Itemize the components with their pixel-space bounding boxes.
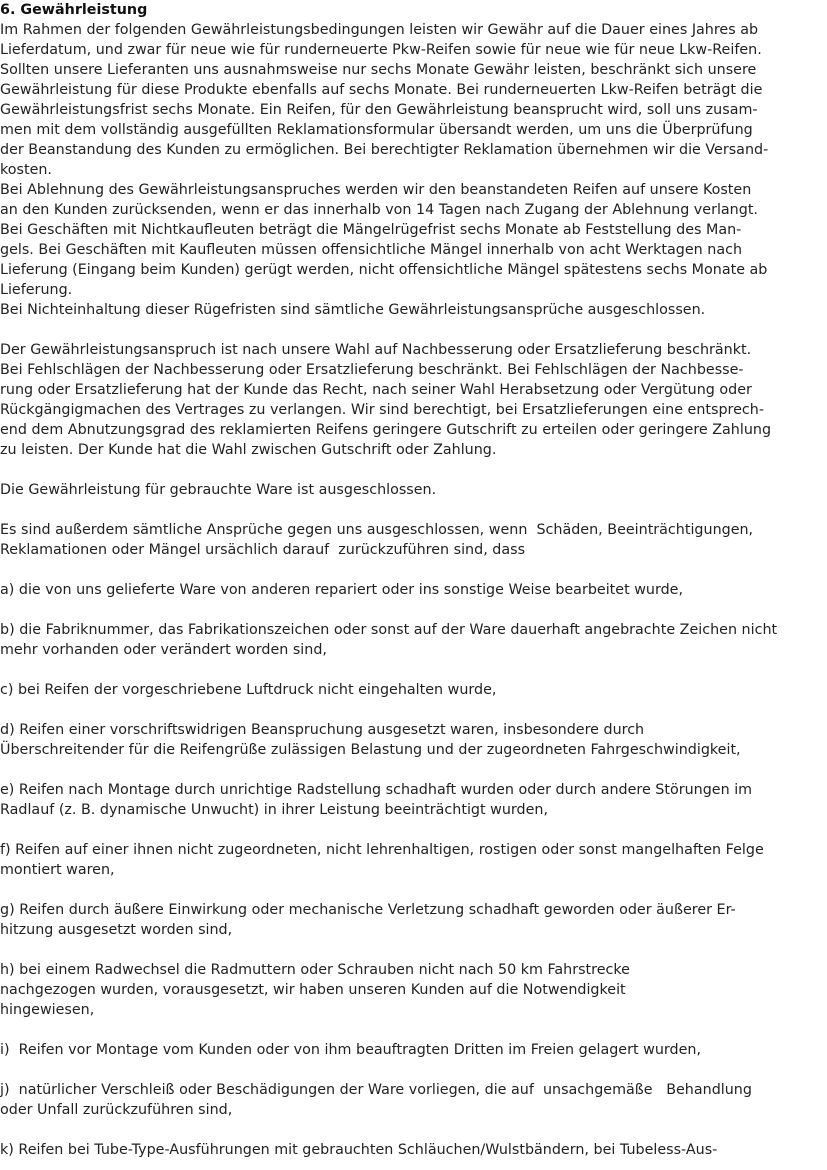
text-line: Gewährleistung für diese Produkte ebenfalls auf sechs Monate. Bei runderneuerten Lkw-Reifen beträgt die xyxy=(0,82,763,98)
text-line: nachgezogen wurden, vorausgesetzt, wir haben unseren Kunden auf die Notwendigkeit xyxy=(0,982,626,998)
text-line: g) Reifen durch äußere Einwirkung oder mechanische Verletzung schadhaft geworden oder äußerer Er- xyxy=(0,902,736,918)
text-line: Im Rahmen der folgenden Gewährleistungsbedingungen leisten wir Gewähr auf die Dauer eines Jahres ab xyxy=(0,22,759,38)
text-line: Überschreitender für die Reifengrüße zulässigen Belastung und der zugeordneten Fahrgeschwindigkeit, xyxy=(0,742,741,758)
text-line: Der Gewährleistungsanspruch ist nach unsere Wahl auf Nachbesserung oder Ersatzlieferung beschränkt. xyxy=(0,342,752,358)
text-line: a) die von uns gelieferte Ware von anderen repariert oder ins sonstige Weise bearbeitet wurde, xyxy=(0,582,684,598)
text-line: zu leisten. Der Kunde hat die Wahl zwischen Gutschrift oder Zahlung. xyxy=(0,442,497,458)
text-line: Rückgängigmachen des Vertrages zu verlangen. Wir sind berechtigt, bei Ersatzlieferungen eine entsprech- xyxy=(0,402,764,418)
text-line: Reklamationen oder Mängel ursächlich darauf zurückzuführen sind, dass xyxy=(0,542,526,558)
text-line: der Beanstandung des Kunden zu ermöglichen. Bei berechtigter Reklamation übernehmen wir die Versand- xyxy=(0,142,769,158)
text-line: j) natürlicher Verschleiß oder Beschädigungen der Ware vorliegen, die auf unsachgemäße Behandlung xyxy=(0,1082,752,1098)
text-line: Lieferung (Eingang beim Kunden) gerügt werden, nicht offensichtliche Mängel spätestens sechs Monate ab xyxy=(0,262,768,278)
text-line: i) Reifen vor Montage vom Kunden oder von ihm beauftragten Dritten im Freien gelagert wurden, xyxy=(0,1042,701,1058)
text-line: e) Reifen nach Montage durch unrichtige Radstellung schadhaft wurden oder durch andere Störungen im xyxy=(0,782,753,798)
text-line: rung oder Ersatzlieferung hat der Kunde das Recht, nach seiner Wahl Herabsetzung oder Vergütung oder xyxy=(0,382,752,398)
text-line: hitzung ausgesetzt worden sind, xyxy=(0,922,233,938)
text-line: an den Kunden zurücksenden, wenn er das innerhalb von 14 Tagen nach Zugang der Ablehnung verlangt. xyxy=(0,202,758,218)
text-line: Radlauf (z. B. dynamische Unwucht) in ihrer Leistung beeinträchtigt wurden, xyxy=(0,802,548,818)
text-line: end dem Abnutzungsgrad des reklamierten Reifens geringere Gutschrift zu erteilen oder geringere Zahlung xyxy=(0,422,772,438)
text-line: kosten. xyxy=(0,162,52,178)
text-line: b) die Fabriknummer, das Fabrikationszeichen oder sonst auf der Ware dauerhaft angebrachte Zeichen nicht xyxy=(0,622,778,638)
text-line: Lieferdatum, und zwar für neue wie für runderneuerte Pkw-Reifen sowie für neue wie für neue Lkw-Reifen. xyxy=(0,42,762,58)
text-line: mehr vorhanden oder verändert worden sind, xyxy=(0,642,327,658)
text-line: hingewiesen, xyxy=(0,1002,95,1018)
text-line: c) bei Reifen der vorgeschriebene Luftdruck nicht eingehalten wurde, xyxy=(0,682,497,698)
text-line: Es sind außerdem sämtliche Ansprüche gegen uns ausgeschlossen, wenn Schäden, Beeinträchtigungen, xyxy=(0,522,754,538)
section-heading: 6. Gewährleistung xyxy=(0,2,148,18)
text-line: montiert waren, xyxy=(0,862,115,878)
text-line: f) Reifen auf einer ihnen nicht zugeordneten, nicht lehrenhaltigen, rostigen oder sonst mangelhaften Felge xyxy=(0,842,764,858)
text-line: Bei Ablehnung des Gewährleistungsanspruches werden wir den beanstandeten Reifen auf unsere Kosten xyxy=(0,182,752,198)
text-line: Bei Nichteinhaltung dieser Rügefristen sind sämtliche Gewährleistungsansprüche ausgeschlossen. xyxy=(0,302,706,318)
text-line: Gewährleistungsfrist sechs Monate. Ein Reifen, für den Gewährleistung beansprucht wird, soll uns zusam- xyxy=(0,102,758,118)
text-line: men mit dem vollständig ausgefüllten Reklamationsformular übersandt werden, um uns die Überprüfung xyxy=(0,122,753,138)
text-line: gels. Bei Geschäften mit Kaufleuten müssen offensichtliche Mängel innerhalb von acht Werktagen nach xyxy=(0,242,743,258)
text-line: d) Reifen einer vorschriftswidrigen Beanspruchung ausgesetzt waren, insbesondere durch xyxy=(0,722,645,738)
text-line: Bei Fehlschlägen der Nachbesserung oder Ersatzlieferung beschränkt. Bei Fehlschlägen der Nachbesse- xyxy=(0,362,744,378)
text-line: k) Reifen bei Tube-Type-Ausführungen mit gebrauchten Schläuchen/Wulstbändern, bei Tubeless-Aus- xyxy=(0,1142,718,1158)
text-line: Die Gewährleistung für gebrauchte Ware ist ausgeschlossen. xyxy=(0,482,437,498)
text-line: Bei Geschäften mit Nichtkaufleuten beträgt die Mängelrügefrist sechs Monate ab Feststellung des Man- xyxy=(0,222,742,238)
text-line: Lieferung. xyxy=(0,282,73,298)
text-line: oder Unfall zurückzuführen sind, xyxy=(0,1102,233,1118)
text-line: h) bei einem Radwechsel die Radmuttern oder Schrauben nicht nach 50 km Fahrstrecke xyxy=(0,962,630,978)
text-line: Sollten unsere Lieferanten uns ausnahmsweise nur sechs Monate Gewähr leisten, beschränkt sich unsere xyxy=(0,62,757,78)
